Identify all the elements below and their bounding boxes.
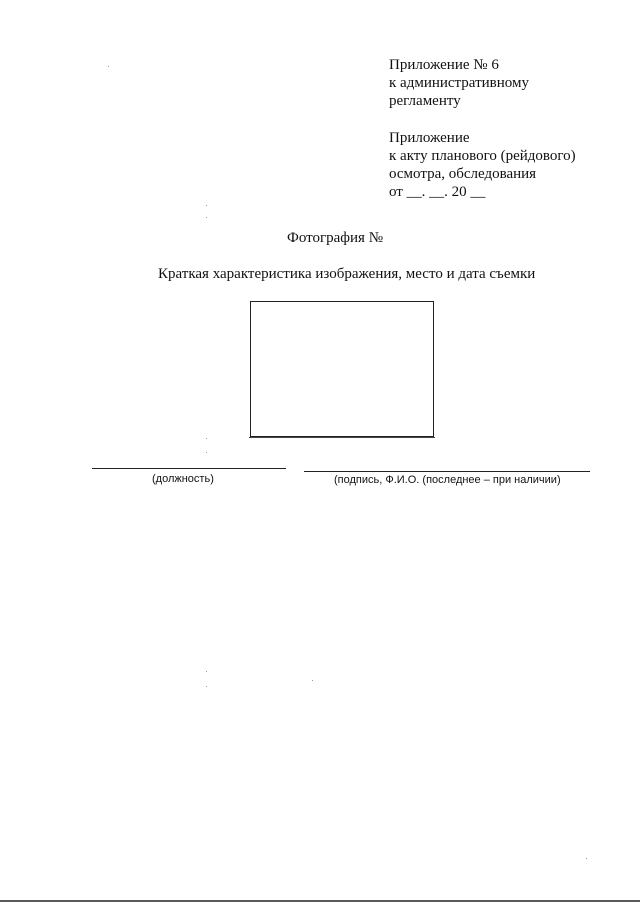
scan-speck [206,671,207,672]
scan-bottom-edge [0,900,640,902]
position-label: (должность) [152,473,214,485]
name-signature-line [304,471,590,472]
appendix-subject-line: к административному [389,75,529,91]
photo-title: Фотография № [286,230,384,246]
scan-speck [312,680,313,681]
position-signature-line [92,468,286,469]
act-date-line: от __. __. 20 __ [389,184,486,200]
scan-speck [586,858,587,859]
scan-speck [206,438,207,439]
act-appendix-line: осмотра, обследования [389,166,537,182]
spacer [389,110,629,129]
scan-speck [206,686,207,687]
scan-speck [206,217,207,218]
name-label: (подпись, Ф.И.О. (последнее – при наличии) [334,474,561,486]
scan-speck [108,66,109,67]
appendix-number: Приложение № 6 [389,57,499,73]
appendix-header [389,56,629,201]
act-appendix-line: к акту планового (рейдового) [389,148,576,164]
scan-speck [206,452,207,453]
act-appendix-title: Приложение [389,130,470,146]
photo-placeholder-frame [250,301,434,437]
appendix-subject-line: регламенту [389,93,461,109]
scan-speck [206,205,207,206]
photo-caption: Краткая характеристика изображения, место и дата съемки [158,266,536,282]
